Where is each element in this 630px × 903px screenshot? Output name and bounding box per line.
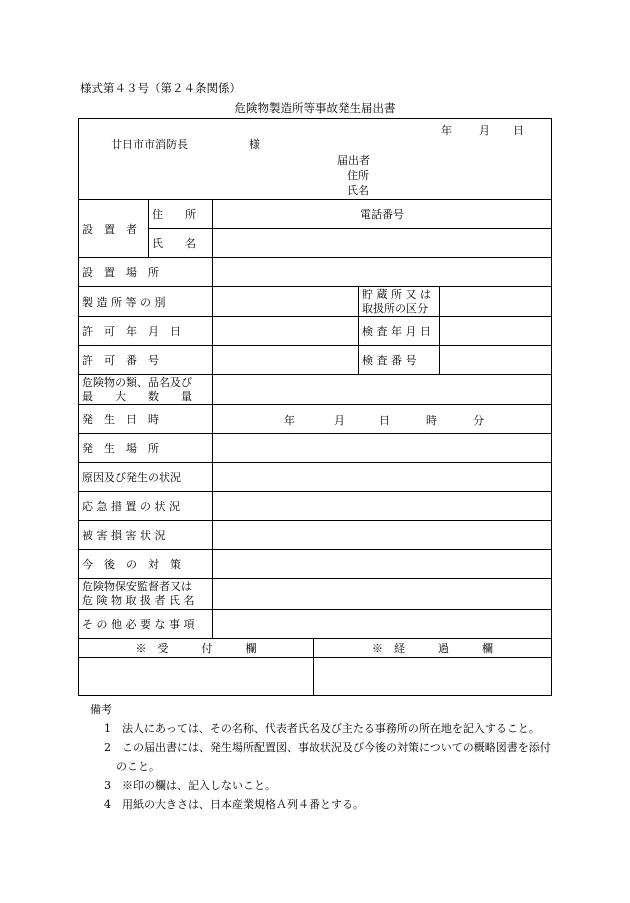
supervisor-label: 危険物保安監督者又は 危 険 物 取 扱 者 氏 名 [79,579,213,610]
emergency-value[interactable] [213,492,552,521]
note-item: 1 法人にあっては、その名称、代表者氏名及び主たる事務所の所在地を記入すること。 [104,722,540,735]
dt-year: 年 [284,414,295,427]
inspection-number-label: 検 査 番 号 [359,346,440,375]
storage-type-value[interactable] [440,287,552,317]
hazmat-value[interactable] [213,375,552,405]
inspection-number-value[interactable] [440,346,552,375]
addressee: 廿日市市消防長 [111,138,188,151]
installer-name-label: 氏 名 [149,229,213,258]
dt-day: 日 [379,414,390,427]
form-number: 様式第４３号（第２４条関係） [80,81,241,95]
installer-name-value[interactable] [213,229,552,258]
hazmat-label: 危険物の類、品名及び 最 大 数 量 [79,375,213,405]
cause-value[interactable] [213,463,552,492]
notes [90,700,560,814]
inspection-date-value[interactable] [440,317,552,346]
reception-header: ※ 受 付 欄 [79,639,314,658]
future-measures-value[interactable] [213,550,552,579]
other-matters-label: そ の 他 必 要 な 事 項 [79,610,213,639]
emergency-label: 応 急 措 置 の 状 況 [79,492,213,521]
storage-type-label: 貯 蔵 所 又 は 取扱所の区分 [359,287,440,317]
note-item: 4 用紙の大きさは、日本産業規格Ａ列４番とする。 [104,798,364,811]
damage-value[interactable] [213,521,552,550]
occurrence-place-value[interactable] [213,434,552,463]
installer-phone-cell [213,200,552,229]
document-title: 危険物製造所等事故発生届出書 [234,101,396,115]
date-day: 日 [513,124,524,137]
facility-type-value[interactable] [213,287,359,317]
date-month: 月 [479,124,490,137]
permit-date-label: 許 可 年 月 日 [79,317,213,346]
occurrence-place-label: 発 生 場 所 [79,434,213,463]
progress-header: ※ 経 過 欄 [314,639,552,658]
dt-hour: 時 [426,414,437,427]
dt-minute: 分 [473,414,484,427]
occurrence-datetime-value[interactable] [213,405,552,434]
notifier-address-label: 住所 [347,169,369,182]
supervisor-value[interactable] [213,579,552,610]
date-year: 年 [441,124,452,137]
notifier-label: 届出者 [337,154,370,167]
installer-address-label: 住 所 [149,200,213,229]
permit-date-value[interactable] [213,317,359,346]
cause-label: 原因及び発生の状況 [79,463,213,492]
future-measures-label: 今 後 の 対 策 [79,550,213,579]
header-cell [79,119,552,200]
permit-number-label: 許 可 番 号 [79,346,213,375]
location-value[interactable] [213,258,552,287]
note-item: 3 ※印の欄は、記入しないこと。 [104,779,276,792]
other-matters-value[interactable] [213,610,552,639]
occurrence-datetime-label: 発 生 日 時 [79,405,213,434]
notes-heading: 備考 [90,703,112,716]
notifier-name-label: 氏名 [347,184,369,197]
facility-type-label: 製 造 所 等 の 別 [79,287,213,317]
installer-label: 設 置 者 [79,200,149,258]
reception-box[interactable] [79,658,314,696]
honorific: 様 [249,138,260,151]
progress-box[interactable] [314,658,552,696]
permit-number-value[interactable] [213,346,359,375]
location-label: 設 置 場 所 [79,258,213,287]
inspection-date-label: 検 査 年 月 日 [359,317,440,346]
phone-label: 電話番号 [360,208,405,221]
damage-label: 被 害 損 害 状 況 [79,521,213,550]
dt-month: 月 [334,414,345,427]
note-item: 2 この届出書には、発生場所配置図、事故状況及び今後の対策についての概略図書を添付のこと。 [104,741,551,773]
report-form-table [78,118,552,696]
